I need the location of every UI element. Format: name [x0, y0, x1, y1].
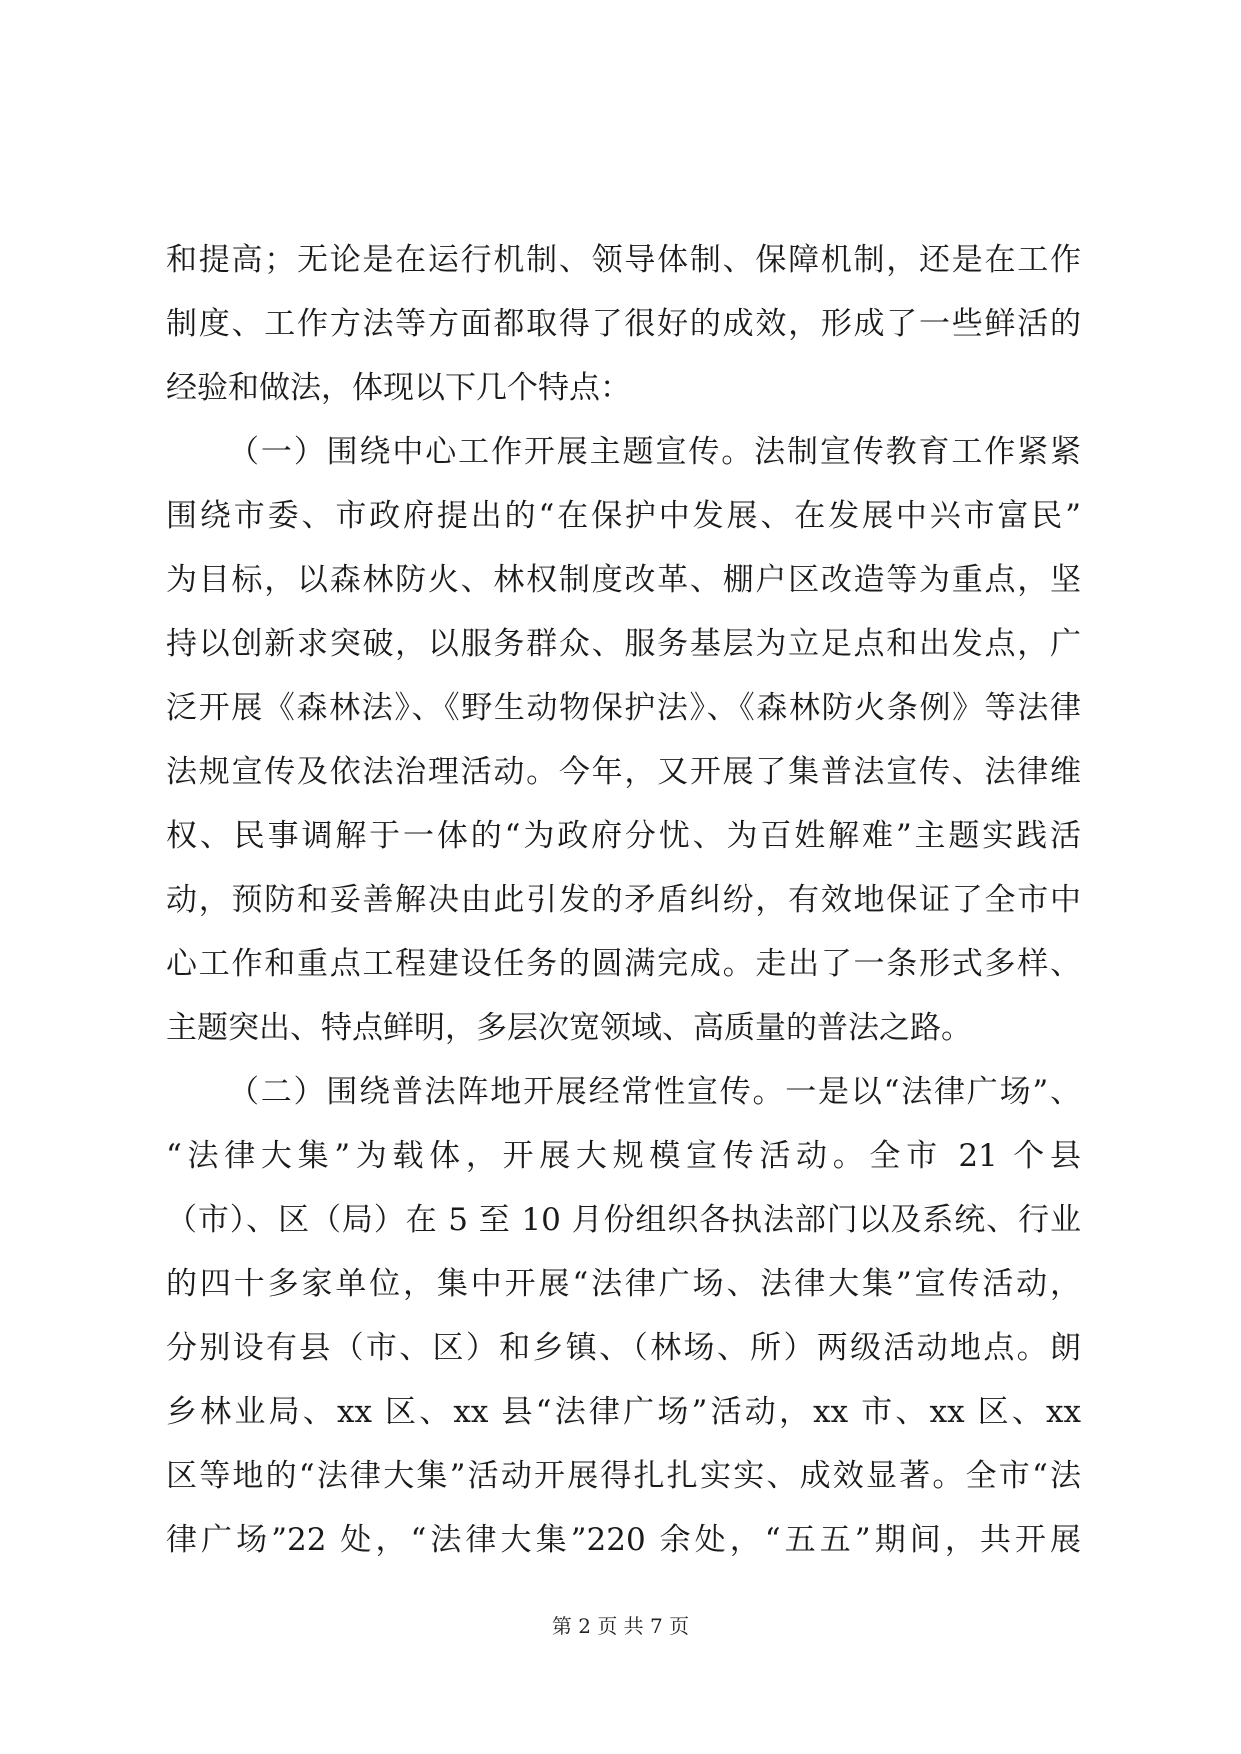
text-line: （二）围绕普法阵地开展经常性宣传。一是以“法律广场”、 — [228, 1074, 1081, 1110]
text-line: 围绕市委、市政府提出的“在保护中发展、在发展中兴市富民” — [166, 498, 1081, 534]
text-line: “法律大集”为载体，开展大规模宣传活动。全市 21 个县 — [166, 1138, 1081, 1174]
text-line: 和提高；无论是在运行机制、领导体制、保障机制，还是在工作 — [166, 242, 1081, 278]
text-line: 动，预防和妥善解决由此引发的矛盾纠纷，有效地保证了全市中 — [166, 882, 1081, 918]
document-body — [166, 228, 1081, 1572]
page-footer: 第 2 页 共 7 页 — [551, 1614, 690, 1638]
text-line: 权、民事调解于一体的“为政府分忧、为百姓解难”主题实践活 — [166, 818, 1081, 854]
text-line: 主题突出、特点鲜明，多层次宽领域、高质量的普法之路。 — [166, 1010, 972, 1046]
text-line: （市）、区（局）在 5 至 10 月份组织各执法部门以及系统、行业 — [166, 1202, 1081, 1238]
text-line: 心工作和重点工程建设任务的圆满完成。走出了一条形式多样、 — [166, 946, 1081, 982]
text-line: 分别设有县（市、区）和乡镇、（林场、所）两级活动地点。朗 — [166, 1330, 1081, 1366]
text-line: 区等地的“法律大集”活动开展得扎扎实实、成效显著。全市“法 — [166, 1458, 1081, 1494]
text-line: 法规宣传及依法治理活动。今年，又开展了集普法宣传、法律维 — [166, 754, 1081, 790]
text-line: 乡林业局、xx 区、xx 县“法律广场”活动，xx 市、xx 区、xx — [166, 1394, 1081, 1430]
text-line: 经验和做法，体现以下几个特点： — [166, 370, 631, 406]
text-line: 的四十多家单位，集中开展“法律广场、法律大集”宣传活动， — [166, 1266, 1081, 1302]
text-line: 为目标，以森林防火、林权制度改革、棚户区改造等为重点，坚 — [166, 562, 1081, 598]
text-line: （一）围绕中心工作开展主题宣传。法制宣传教育工作紧紧 — [228, 434, 1081, 470]
text-line: 制度、工作方法等方面都取得了很好的成效，形成了一些鲜活的 — [166, 306, 1081, 342]
text-line: 持以创新求突破，以服务群众、服务基层为立足点和出发点，广 — [166, 626, 1081, 662]
text-line: 律广场”22 处，“法律大集”220 余处，“五五”期间，共开展 — [166, 1522, 1081, 1558]
text-line: 泛开展《森林法》、《野生动物保护法》、《森林防火条例》等法律 — [166, 690, 1081, 726]
